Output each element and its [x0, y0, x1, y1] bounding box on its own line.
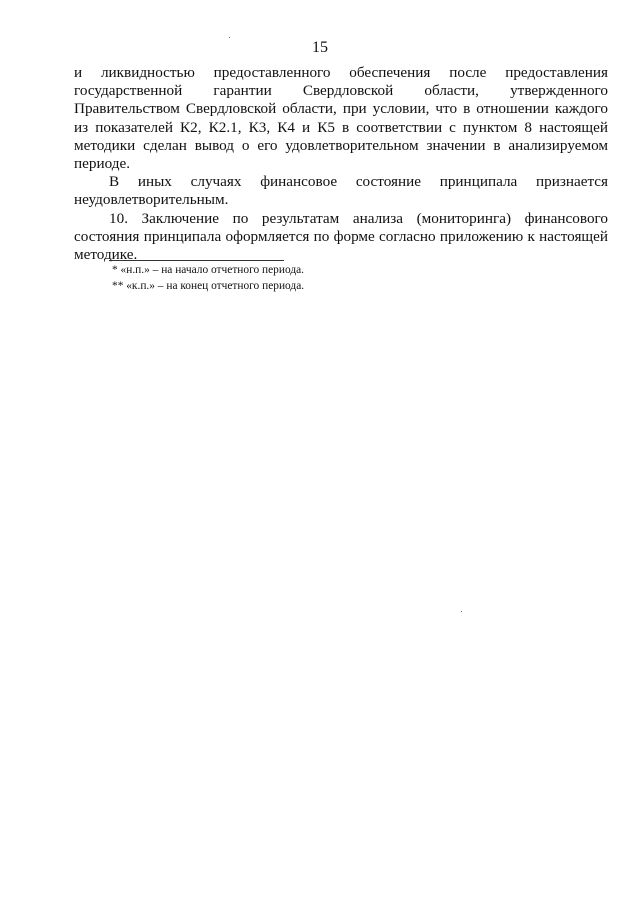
scan-speck — [229, 37, 230, 38]
footnotes — [112, 263, 532, 294]
page-number: 15 — [312, 39, 328, 56]
footnote-start-period: * «н.п.» – на начало отчетного периода. — [112, 264, 305, 276]
paragraph-other-cases: В иных случаях финансовое состояние принципала признается неудовлетворительным. — [74, 173, 608, 209]
paragraph-continuation: и ликвидностью предоставленного обеспечения после предоставления государственной гарантии Свердловской области, утвержденного Правительством Свердловской области, при условии, что в отношении каждого из показателей К2, К2.1, К3, К4 и К5 в соответствии с пунктом 8 настоящей методики сделан вывод о его удовлетворительном значении в анализируемом периоде. — [74, 64, 608, 173]
paragraph-item-10: 10. Заключение по результатам анализа (мониторинга) финансового состояния принципала оформляется по форме согласно приложению к настоящей методике. — [74, 209, 608, 264]
scan-speck — [461, 611, 462, 612]
footnote-separator — [109, 260, 284, 261]
document-body — [74, 64, 608, 264]
footnote-end-period: ** «к.п.» – на конец отчетного периода. — [112, 279, 305, 292]
